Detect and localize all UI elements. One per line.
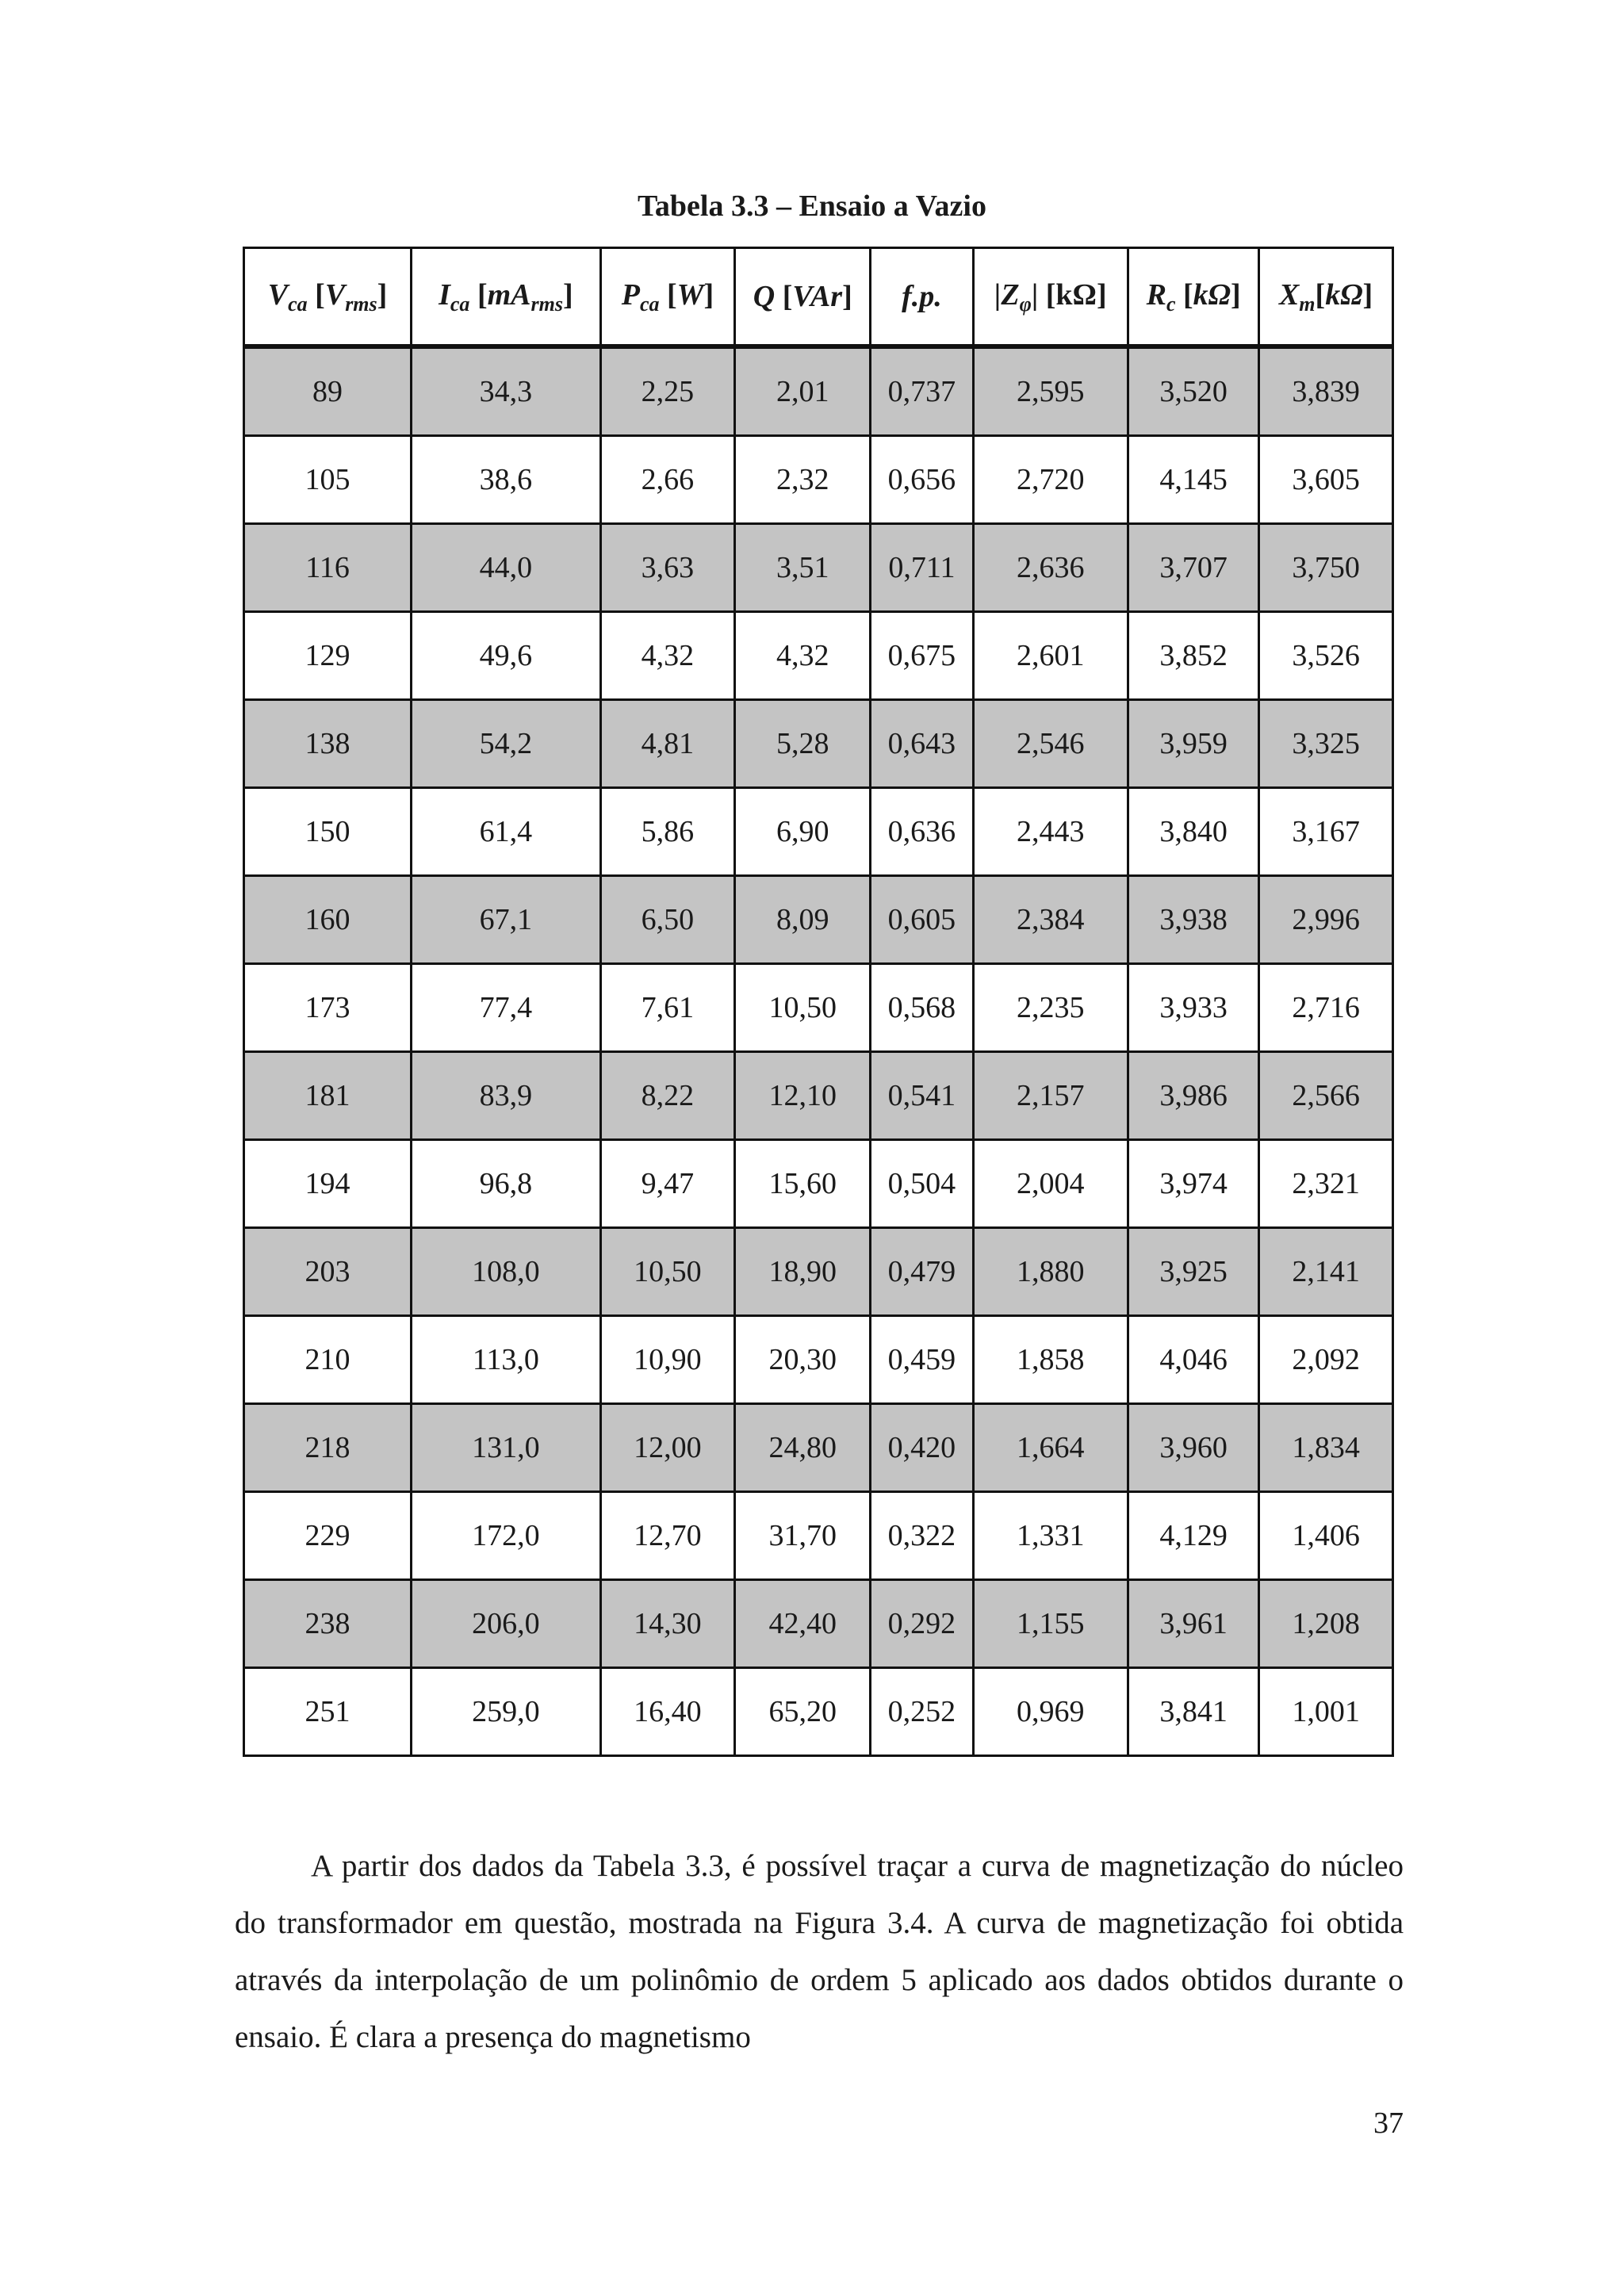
table-cell: 194 (244, 1140, 412, 1228)
table-cell: 4,32 (600, 612, 735, 700)
table-cell: 3,526 (1259, 612, 1393, 700)
header-cell: $P_{ca}$ [W] (600, 248, 735, 347)
table-cell: 10,50 (600, 1228, 735, 1316)
table-row (244, 1404, 1393, 1492)
table-cell: 31,70 (735, 1492, 871, 1580)
table-cell: 172,0 (412, 1492, 601, 1580)
table-cell: 83,9 (412, 1052, 601, 1140)
table-cell: 1,001 (1259, 1668, 1393, 1756)
table-cell: 3,605 (1259, 436, 1393, 524)
table-cell: 2,321 (1259, 1140, 1393, 1228)
table-cell: 0,711 (871, 524, 973, 612)
table-cell: 18,90 (735, 1228, 871, 1316)
table-cell: 210 (244, 1316, 412, 1404)
no-load-test-table (243, 247, 1394, 1757)
table-cell: 54,2 (412, 700, 601, 788)
table-cell: 2,996 (1259, 876, 1393, 964)
table-row (244, 788, 1393, 876)
table-cell: 2,566 (1259, 1052, 1393, 1140)
table-cell: 4,32 (735, 612, 871, 700)
table-row (244, 1052, 1393, 1140)
table-cell: 3,959 (1128, 700, 1259, 788)
table-cell: 181 (244, 1052, 412, 1140)
table-header-row (244, 248, 1393, 347)
table-cell: 173 (244, 964, 412, 1052)
table-row (244, 700, 1393, 788)
table-cell: 0,636 (871, 788, 973, 876)
table-cell: 2,004 (973, 1140, 1128, 1228)
table-cell: 259,0 (412, 1668, 601, 1756)
table-cell: 3,925 (1128, 1228, 1259, 1316)
table-cell: 2,092 (1259, 1316, 1393, 1404)
table-cell: 0,322 (871, 1492, 973, 1580)
table-cell: 8,22 (600, 1052, 735, 1140)
table-cell: 15,60 (735, 1140, 871, 1228)
table-row (244, 436, 1393, 524)
table-cell: 0,459 (871, 1316, 973, 1404)
table-cell: 61,4 (412, 788, 601, 876)
table-cell: 2,716 (1259, 964, 1393, 1052)
table-cell: 3,852 (1128, 612, 1259, 700)
table-row (244, 1140, 1393, 1228)
table-cell: 77,4 (412, 964, 601, 1052)
table-cell: 2,235 (973, 964, 1128, 1052)
table-cell: 3,974 (1128, 1140, 1259, 1228)
table-row (244, 1492, 1393, 1580)
table-cell: 24,80 (735, 1404, 871, 1492)
table-cell: 1,406 (1259, 1492, 1393, 1580)
table-cell: 3,841 (1128, 1668, 1259, 1756)
table-cell: 42,40 (735, 1580, 871, 1668)
table-cell: 3,520 (1128, 346, 1259, 436)
table-cell: 10,90 (600, 1316, 735, 1404)
table-cell: 1,834 (1259, 1404, 1393, 1492)
table-cell: 3,840 (1128, 788, 1259, 876)
table-cell: 0,420 (871, 1404, 973, 1492)
table-cell: 2,25 (600, 346, 735, 436)
table-cell: 89 (244, 346, 412, 436)
table-cell: 0,568 (871, 964, 973, 1052)
table-cell: 206,0 (412, 1580, 601, 1668)
table-row (244, 346, 1393, 436)
table-cell: 113,0 (412, 1316, 601, 1404)
table-row (244, 524, 1393, 612)
table-cell: 3,750 (1259, 524, 1393, 612)
table-cell: 138 (244, 700, 412, 788)
table-cell: 8,09 (735, 876, 871, 964)
table-cell: 2,720 (973, 436, 1128, 524)
table-cell: 2,595 (973, 346, 1128, 436)
header-cell: $I_{ca}$ $[mA_{rms}]$ (412, 248, 601, 347)
table-cell: 108,0 (412, 1228, 601, 1316)
table-cell: 1,208 (1259, 1580, 1393, 1668)
table-cell: 0,675 (871, 612, 973, 700)
table-cell: 7,61 (600, 964, 735, 1052)
table-cell: 0,252 (871, 1668, 973, 1756)
table-cell: 3,167 (1259, 788, 1393, 876)
table-cell: 0,969 (973, 1668, 1128, 1756)
table-cell: 129 (244, 612, 412, 700)
table-cell: 0,479 (871, 1228, 973, 1316)
table-cell: 3,938 (1128, 876, 1259, 964)
table-cell: 4,046 (1128, 1316, 1259, 1404)
table-cell: 10,50 (735, 964, 871, 1052)
table-cell: 14,30 (600, 1580, 735, 1668)
table-cell: 67,1 (412, 876, 601, 964)
table-cell: 12,10 (735, 1052, 871, 1140)
table-cell: 2,32 (735, 436, 871, 524)
table-cell: 5,86 (600, 788, 735, 876)
table-cell: 9,47 (600, 1140, 735, 1228)
table-cell: 3,933 (1128, 964, 1259, 1052)
table-cell: 0,643 (871, 700, 973, 788)
table-cell: 2,157 (973, 1052, 1128, 1140)
table-cell: 0,737 (871, 346, 973, 436)
table-cell: 1,155 (973, 1580, 1128, 1668)
table-cell: 3,325 (1259, 700, 1393, 788)
table-cell: 3,986 (1128, 1052, 1259, 1140)
table-row (244, 1228, 1393, 1316)
table-cell: 6,50 (600, 876, 735, 964)
table-cell: 1,880 (973, 1228, 1128, 1316)
table-cell: 2,636 (973, 524, 1128, 612)
table-cell: 5,28 (735, 700, 871, 788)
table-cell: 6,90 (735, 788, 871, 876)
table-row (244, 1580, 1393, 1668)
table-cell: 3,960 (1128, 1404, 1259, 1492)
table-cell: 34,3 (412, 346, 601, 436)
table-cell: 49,6 (412, 612, 601, 700)
page-number: 37 (1373, 2107, 1404, 2140)
table-cell: 105 (244, 436, 412, 524)
body-paragraph: A partir dos dados da Tabela 3.3, é possível traçar a curva de magnetização do núcleo do transformador em questão, mostrada na Figura 3.4. A curva de magnetização foi obtida através da interpolação de um polinômio de ordem 5 aplicado aos dados obtidos durante o ensaio. É clara a presença do magnetismo (235, 1849, 1404, 2054)
table-cell: 3,961 (1128, 1580, 1259, 1668)
table-cell: 4,129 (1128, 1492, 1259, 1580)
table-cell: 12,00 (600, 1404, 735, 1492)
table-cell: 2,66 (600, 436, 735, 524)
table-cell: 44,0 (412, 524, 601, 612)
table-cell: 150 (244, 788, 412, 876)
table-cell: 131,0 (412, 1404, 601, 1492)
table-cell: 3,51 (735, 524, 871, 612)
table-cell: 96,8 (412, 1140, 601, 1228)
table-cell: 238 (244, 1580, 412, 1668)
table-cell: 4,81 (600, 700, 735, 788)
table-cell: 203 (244, 1228, 412, 1316)
header-cell: $R_c$ [kΩ] (1128, 248, 1259, 347)
table-cell: 1,331 (973, 1492, 1128, 1580)
table-cell: 229 (244, 1492, 412, 1580)
table-cell: 4,145 (1128, 436, 1259, 524)
table-cell: 0,541 (871, 1052, 973, 1140)
table-row (244, 1668, 1393, 1756)
table-cell: 2,546 (973, 700, 1128, 788)
table-cell: 2,443 (973, 788, 1128, 876)
table-cell: 16,40 (600, 1668, 735, 1756)
table-cell: 2,384 (973, 876, 1128, 964)
table-row (244, 1316, 1393, 1404)
table-caption: Tabela 3.3 – Ensaio a Vazio (638, 189, 986, 223)
table-body (244, 346, 1393, 1756)
table-cell: 116 (244, 524, 412, 612)
table-cell: 1,858 (973, 1316, 1128, 1404)
table-cell: 0,605 (871, 876, 973, 964)
table-cell: 251 (244, 1668, 412, 1756)
table-row (244, 612, 1393, 700)
table-cell: 1,664 (973, 1404, 1128, 1492)
table-cell: 12,70 (600, 1492, 735, 1580)
table-cell: 2,01 (735, 346, 871, 436)
header-cell: f.p. (871, 248, 973, 347)
table-cell: 3,839 (1259, 346, 1393, 436)
table-cell: 0,292 (871, 1580, 973, 1668)
table-row (244, 876, 1393, 964)
header-cell: Q [VAr] (735, 248, 871, 347)
table-cell: 3,707 (1128, 524, 1259, 612)
table-cell: 2,601 (973, 612, 1128, 700)
header-cell: $V_{ca}$ $[V_{rms}]$ (244, 248, 412, 347)
table-cell: 3,63 (600, 524, 735, 612)
table-cell: 0,656 (871, 436, 973, 524)
table-row (244, 964, 1393, 1052)
table-cell: 20,30 (735, 1316, 871, 1404)
header-cell: $X_m[k\Omega]$ (1259, 248, 1393, 347)
header-cell: $|Z_\varphi|$ [kΩ] (973, 248, 1128, 347)
table-cell: 2,141 (1259, 1228, 1393, 1316)
table-cell: 0,504 (871, 1140, 973, 1228)
table-cell: 38,6 (412, 436, 601, 524)
table-cell: 65,20 (735, 1668, 871, 1756)
table-cell: 218 (244, 1404, 412, 1492)
table-cell: 160 (244, 876, 412, 964)
